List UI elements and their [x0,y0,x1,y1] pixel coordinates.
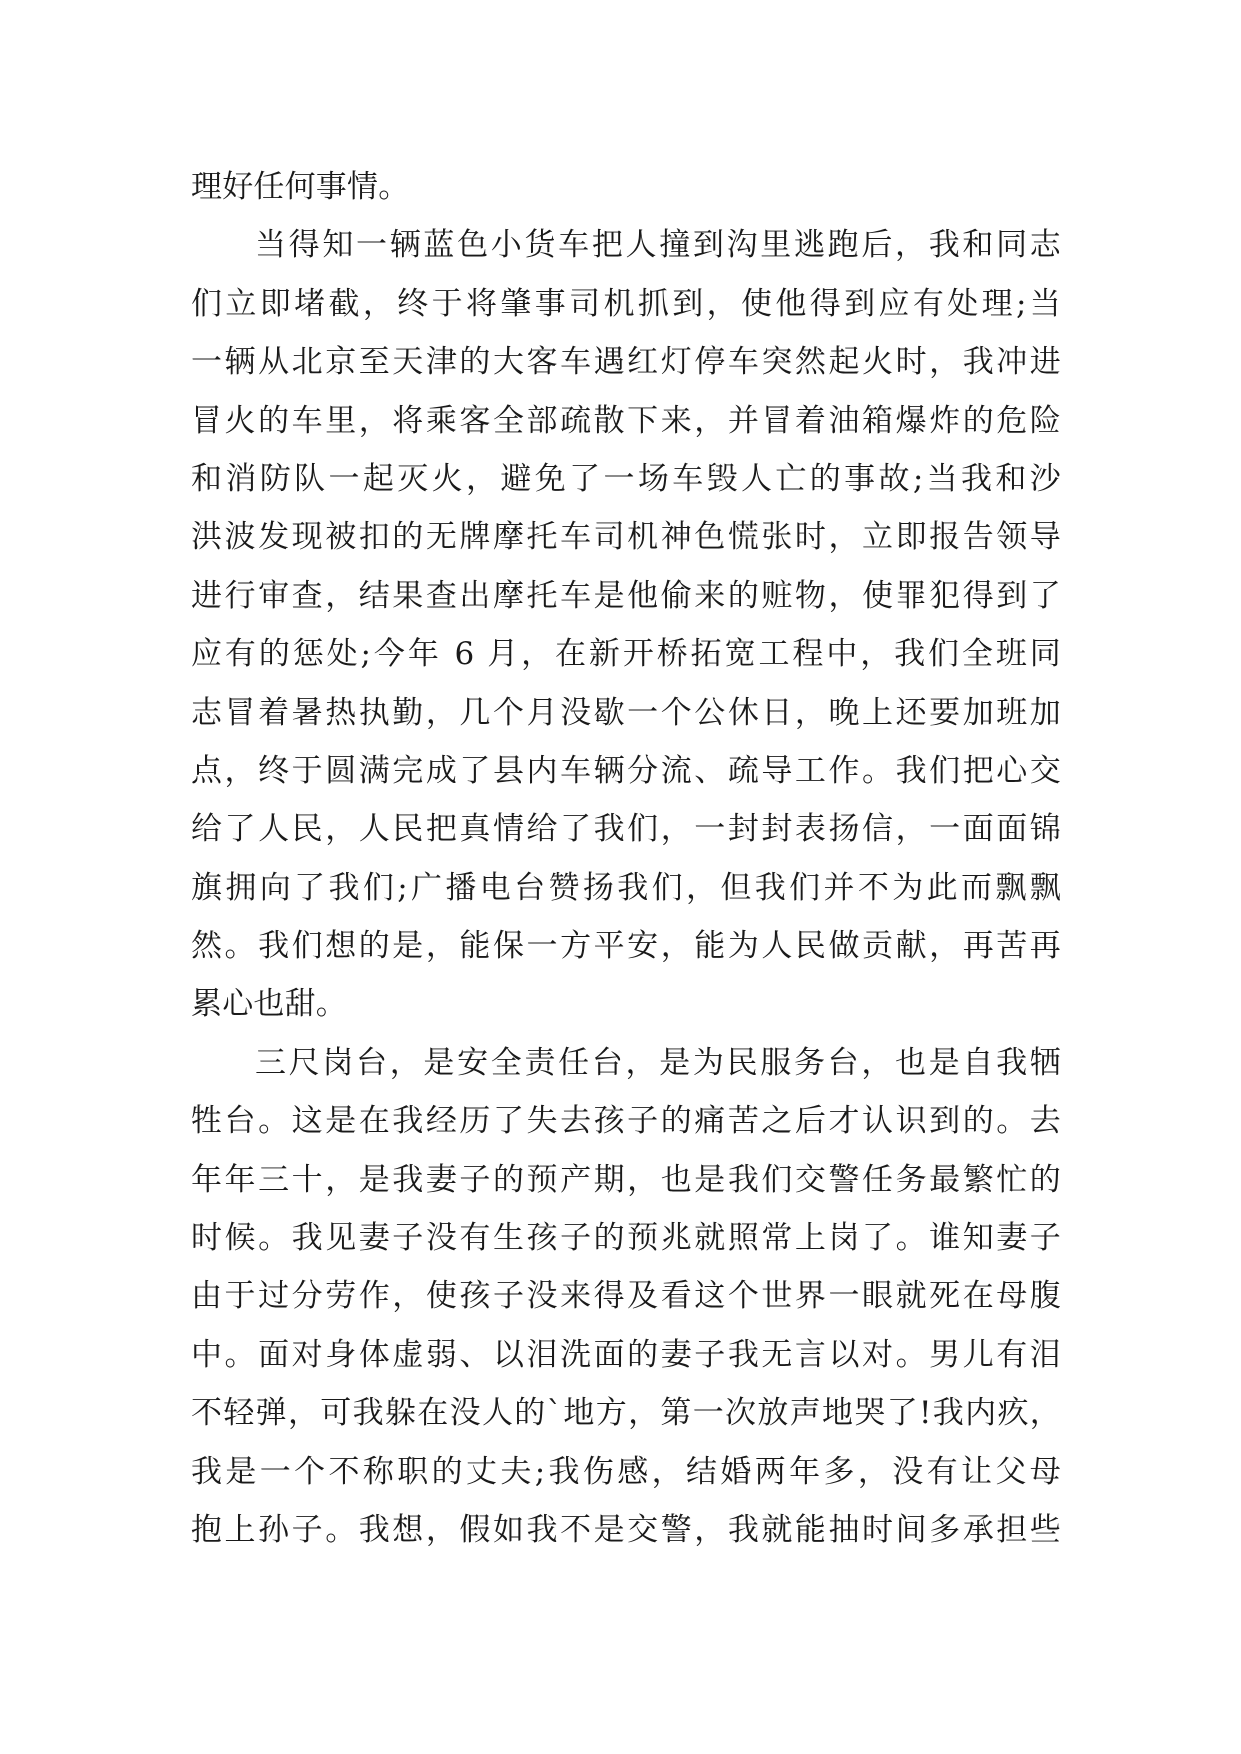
text-line: 我是一个不称职的丈夫;我伤感，结婚两年多，没有让父母 [191,1453,1061,1490]
text-line: 应有的惩处;今年 6 月，在新开桥拓宽工程中，我们全班同 [191,636,1061,673]
text-line: 冒火的车里，将乘客全部疏散下来，并冒着油箱爆炸的危险 [191,402,1061,439]
text-line: 点，终于圆满完成了县内车辆分流、疏导工作。我们把心交 [191,752,1061,789]
text-line: 洪波发现被扣的无牌摩托车司机神色慌张时，立即报告领导 [191,519,1061,556]
text-line: 一辆从北京至天津的大客车遇红灯停车突然起火时，我冲进 [191,344,1061,381]
text-line: 时候。我见妻子没有生孩子的预兆就照常上岗了。谁知妻子 [191,1220,1061,1257]
text-line: 志冒着暑热执勤，几个月没歇一个公休日，晚上还要加班加 [191,694,1061,731]
body-text [191,158,1061,1559]
text-line: 不轻弹，可我躲在没人的`地方，第一次放声地哭了!我内疚， [191,1395,1061,1432]
text-line: 牲台。这是在我经历了失去孩子的痛苦之后才认识到的。去 [191,1103,1061,1140]
text-line: 然。我们想的是，能保一方平安，能为人民做贡献，再苦再 [191,928,1061,965]
text-line: 由于过分劳作，使孩子没来得及看这个世界一眼就死在母腹 [191,1278,1061,1315]
text-line: 们立即堵截，终于将肇事司机抓到，使他得到应有处理;当 [191,285,1061,322]
text-line: 累心也甜。 [191,986,347,1023]
text-line: 和消防队一起灭火，避免了一场车毁人亡的事故;当我和沙 [191,460,1061,497]
text-line: 中。面对身体虚弱、以泪洗面的妻子我无言以对。男儿有泪 [191,1336,1061,1373]
text-line: 给了人民，人民把真情给了我们，一封封表扬信，一面面锦 [191,811,1061,848]
text-line: 理好任何事情。 [191,169,410,205]
text-line: 三尺岗台，是安全责任台，是为民服务台，也是自我牺 [255,1044,1061,1081]
text-line: 当得知一辆蓝色小货车把人撞到沟里逃跑后，我和同志 [255,227,1061,264]
text-line: 年年三十，是我妻子的预产期，也是我们交警任务最繁忙的 [191,1161,1061,1198]
text-line: 抱上孙子。我想，假如我不是交警，我就能抽时间多承担些 [191,1511,1061,1548]
text-line: 进行审查，结果查出摩托车是他偷来的赃物，使罪犯得到了 [191,577,1061,614]
text-line: 旗拥向了我们;广播电台赞扬我们，但我们并不为此而飘飘 [191,869,1061,906]
